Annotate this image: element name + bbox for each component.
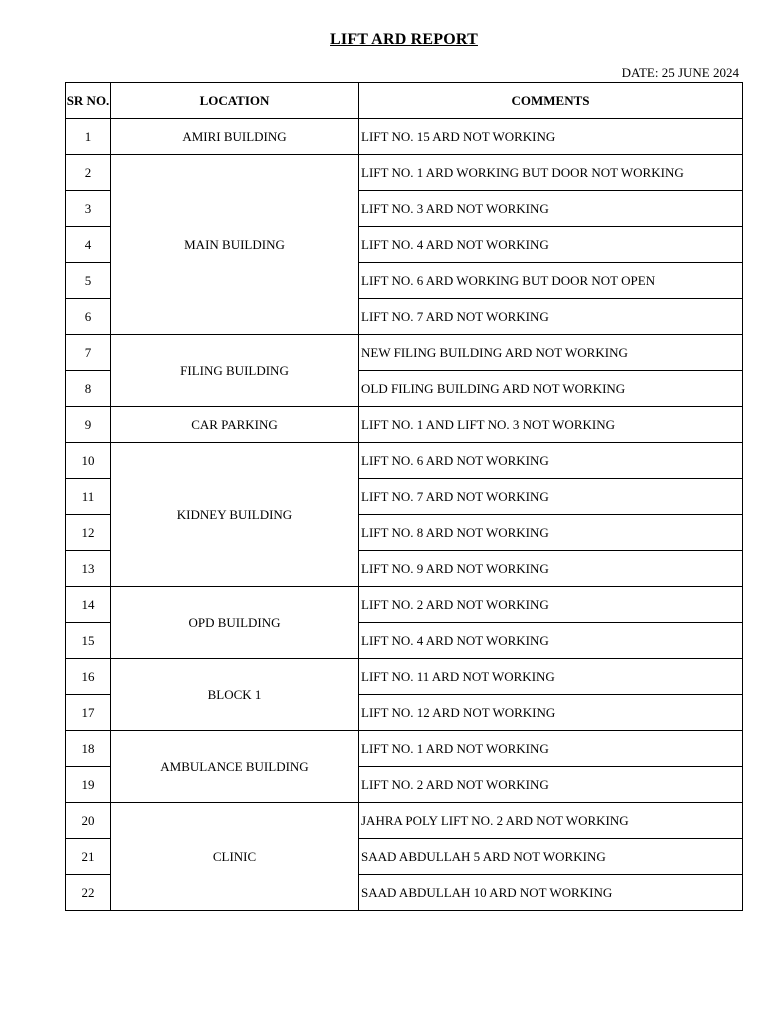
comment-cell: LIFT NO. 1 ARD NOT WORKING [359,731,743,767]
sr-no-cell: 17 [66,695,111,731]
location-cell: CAR PARKING [111,407,359,443]
sr-no-cell: 14 [66,587,111,623]
table-row [66,407,743,443]
table-row [66,803,743,839]
table-row [66,731,743,767]
comment-cell: LIFT NO. 11 ARD NOT WORKING [359,659,743,695]
comment-cell: LIFT NO. 4 ARD NOT WORKING [359,227,743,263]
table-row [66,659,743,695]
table-body [66,119,743,911]
comment-cell: LIFT NO. 7 ARD NOT WORKING [359,479,743,515]
table-header [66,83,743,119]
sr-no-cell: 20 [66,803,111,839]
sr-no-cell: 16 [66,659,111,695]
table-row [66,119,743,155]
comment-cell: LIFT NO. 15 ARD NOT WORKING [359,119,743,155]
sr-no-cell: 19 [66,767,111,803]
comment-cell: LIFT NO. 8 ARD NOT WORKING [359,515,743,551]
location-cell: MAIN BUILDING [111,155,359,335]
comment-cell: LIFT NO. 4 ARD NOT WORKING [359,623,743,659]
header-comments: COMMENTS [359,83,743,119]
header-sr-no: SR NO. [66,83,111,119]
comment-cell: LIFT NO. 7 ARD NOT WORKING [359,299,743,335]
comment-cell: LIFT NO. 1 ARD WORKING BUT DOOR NOT WORKING [359,155,743,191]
comment-cell: LIFT NO. 2 ARD NOT WORKING [359,587,743,623]
comment-cell: LIFT NO. 3 ARD NOT WORKING [359,191,743,227]
table-row [66,587,743,623]
sr-no-cell: 22 [66,875,111,911]
sr-no-cell: 5 [66,263,111,299]
comment-cell: JAHRA POLY LIFT NO. 2 ARD NOT WORKING [359,803,743,839]
sr-no-cell: 8 [66,371,111,407]
sr-no-cell: 2 [66,155,111,191]
report-title: LIFT ARD REPORT [330,31,478,48]
table-row [66,155,743,191]
header-location: LOCATION [111,83,359,119]
comment-cell: LIFT NO. 9 ARD NOT WORKING [359,551,743,587]
sr-no-cell: 9 [66,407,111,443]
sr-no-cell: 10 [66,443,111,479]
sr-no-cell: 13 [66,551,111,587]
sr-no-cell: 7 [66,335,111,371]
sr-no-cell: 12 [66,515,111,551]
lift-ard-table [65,82,743,911]
header-row [66,83,743,119]
location-cell: AMBULANCE BUILDING [111,731,359,803]
location-cell: FILING BUILDING [111,335,359,407]
report-date: DATE: 25 JUNE 2024 [621,65,739,80]
comment-cell: OLD FILING BUILDING ARD NOT WORKING [359,371,743,407]
location-cell: BLOCK 1 [111,659,359,731]
sr-no-cell: 3 [66,191,111,227]
comment-cell: LIFT NO. 12 ARD NOT WORKING [359,695,743,731]
comment-cell: LIFT NO. 2 ARD NOT WORKING [359,767,743,803]
comment-cell: LIFT NO. 6 ARD NOT WORKING [359,443,743,479]
sr-no-cell: 1 [66,119,111,155]
table-row [66,335,743,371]
sr-no-cell: 11 [66,479,111,515]
comment-cell: SAAD ABDULLAH 5 ARD NOT WORKING [359,839,743,875]
sr-no-cell: 15 [66,623,111,659]
comment-cell: LIFT NO. 6 ARD WORKING BUT DOOR NOT OPEN [359,263,743,299]
sr-no-cell: 4 [66,227,111,263]
location-cell: KIDNEY BUILDING [111,443,359,587]
comment-cell: LIFT NO. 1 AND LIFT NO. 3 NOT WORKING [359,407,743,443]
sr-no-cell: 18 [66,731,111,767]
location-cell: OPD BUILDING [111,587,359,659]
comment-cell: NEW FILING BUILDING ARD NOT WORKING [359,335,743,371]
sr-no-cell: 21 [66,839,111,875]
sr-no-cell: 6 [66,299,111,335]
location-cell: AMIRI BUILDING [111,119,359,155]
location-cell: CLINIC [111,803,359,911]
comment-cell: SAAD ABDULLAH 10 ARD NOT WORKING [359,875,743,911]
table-row [66,443,743,479]
